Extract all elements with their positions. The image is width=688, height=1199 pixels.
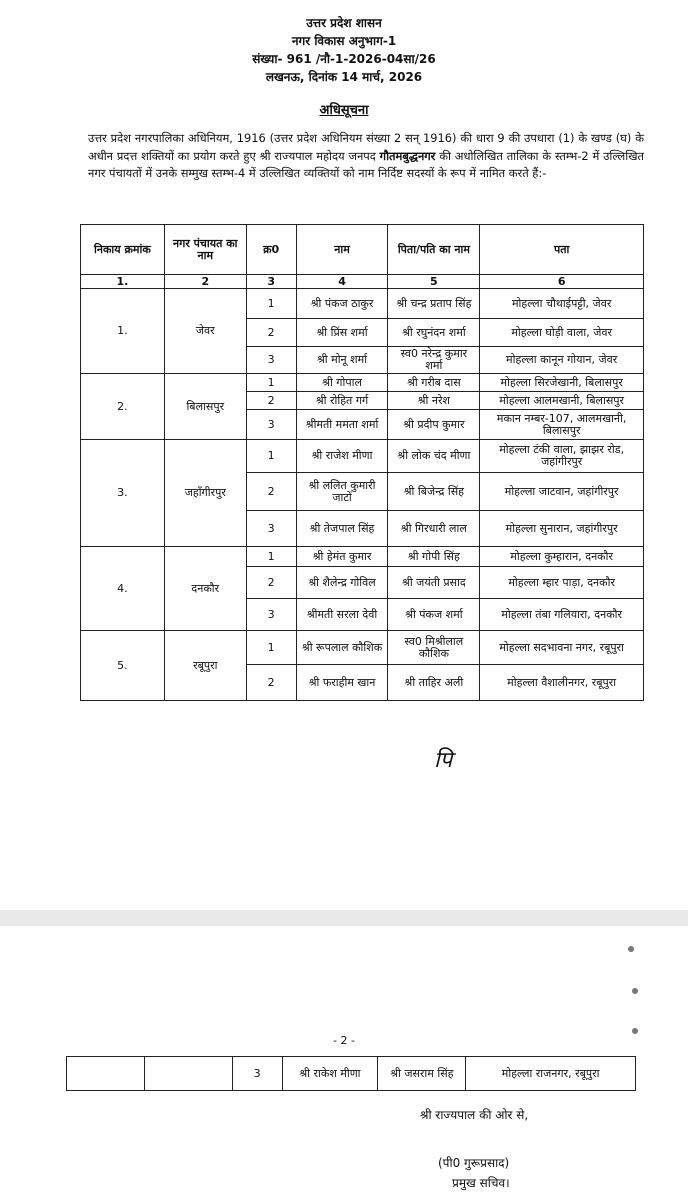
address: मोहल्ला सदभावना नगर, रबूपुरा	[480, 631, 644, 665]
panchayat-name: दनकौर	[164, 547, 246, 631]
member-serial: 2	[246, 567, 296, 599]
column-header: नगर पंचायत का नाम	[164, 225, 246, 275]
intro-district: गौतमबुद्धनगर	[379, 148, 436, 163]
cont-sno-cell	[67, 1057, 145, 1091]
scan-dot	[632, 988, 638, 994]
on-behalf-line: श्री राज्यपाल की ओर से,	[420, 1108, 529, 1122]
member-serial: 2	[246, 473, 296, 511]
header-date: लखनऊ, दिनांक 14 मार्च, 2026	[265, 70, 423, 84]
member-serial: 1	[246, 374, 296, 392]
address: मोहल्ला कानून गोयान, जेवर	[480, 347, 644, 374]
cont-serial: 3	[232, 1057, 282, 1091]
member-name: श्री तेजपाल सिंह	[296, 511, 388, 547]
address: मोहल्ला सुनारान, जहांगीरपुर	[480, 511, 644, 547]
father-name: श्री प्रदीप कुमार	[388, 410, 480, 440]
table-row	[81, 289, 644, 319]
member-serial: 3	[246, 511, 296, 547]
page-two	[0, 926, 688, 1199]
body-serial: 2.	[81, 374, 165, 440]
father-name: श्री जयंती प्रसाद	[388, 567, 480, 599]
column-header: क्र0	[246, 225, 296, 275]
column-number: 4	[296, 275, 388, 289]
cont-member-name: श्री राकेश मीणा	[282, 1057, 378, 1091]
address: मोहल्ला टंकी वाला, झाझर रोड, जहांगीरपुर	[480, 440, 644, 473]
member-name: श्री रूपलाल कौशिक	[296, 631, 388, 665]
table-row	[81, 547, 644, 567]
body-serial: 3.	[81, 440, 165, 547]
column-header: पता	[480, 225, 644, 275]
address: मोहल्ला जाटवान, जहांगीरपुर	[480, 473, 644, 511]
column-number: 2	[164, 275, 246, 289]
member-name: श्री गोपाल	[296, 374, 388, 392]
signatory-name: (पी0 गुरूप्रसाद)	[438, 1156, 510, 1170]
body-serial: 4.	[81, 547, 165, 631]
header-department: नगर विकास अनुभाग-1	[291, 34, 397, 48]
cont-panchayat-cell	[144, 1057, 232, 1091]
member-serial: 1	[246, 631, 296, 665]
column-header: पिता/पति का नाम	[388, 225, 480, 275]
member-name: श्री हेमंत कुमार	[296, 547, 388, 567]
member-name: श्री मोनू शर्मा	[296, 347, 388, 374]
member-name: श्री फराहीम खान	[296, 665, 388, 701]
member-serial: 3	[246, 410, 296, 440]
address: मोहल्ला वैशालीनगर, रबूपुरा	[480, 665, 644, 701]
intro-part1: उत्तर प्रदेश नगरपालिका अधिनियम, 1916 (उत्तर प्रदेश अधिनियम संख्या 2 सन् 1916) की धारा 9 की उपधारा (1) के खण्ड (घ) के अधीन प्रदत्त शक्तियों का प्रयोग करते हुए श्री राज्यपाल महोदय जनपद	[88, 131, 644, 163]
member-serial: 3	[246, 347, 296, 374]
father-name: स्व0 नरेन्द्र कुमार शर्मा	[388, 347, 480, 374]
father-name: श्री रघुनंदन शर्मा	[388, 319, 480, 347]
member-name: श्री रोहित गर्ग	[296, 392, 388, 410]
panchayat-name: जहाँगीरपुर	[164, 440, 246, 547]
member-serial: 1	[246, 547, 296, 567]
father-name: श्री लोक चंद मीणा	[388, 440, 480, 473]
address: मोहल्ला सिरजेखानी, बिलासपुर	[480, 374, 644, 392]
member-name: श्री पंकज ठाकुर	[296, 289, 388, 319]
column-header: नाम	[296, 225, 388, 275]
member-name: श्री ललित कुमारी जाटों	[296, 473, 388, 511]
address: मकान नम्बर-107, आलमखानी, बिलासपुर	[480, 410, 644, 440]
continuation-table	[66, 1056, 636, 1091]
address: मोहल्ला आलमखानी, बिलासपुर	[480, 392, 644, 410]
member-serial: 3	[246, 599, 296, 631]
body-serial: 5.	[81, 631, 165, 701]
father-name: श्री गोपी सिंह	[388, 547, 480, 567]
member-name: श्रीमती सरला देवी	[296, 599, 388, 631]
panchayat-name: बिलासपुर	[164, 374, 246, 440]
column-number: 6	[480, 275, 644, 289]
father-name: स्व0 मिश्रीलाल कौशिक	[388, 631, 480, 665]
cont-address: मोहल्ला राजनगर, रबूपुरा	[466, 1057, 636, 1091]
father-name: श्री बिजेन्द्र सिंह	[388, 473, 480, 511]
column-number: 3	[246, 275, 296, 289]
member-serial: 1	[246, 289, 296, 319]
header-government: उत्तर प्रदेश शासन	[306, 16, 382, 30]
member-serial: 2	[246, 392, 296, 410]
member-serial: 2	[246, 665, 296, 701]
table-row	[81, 374, 644, 392]
page-number: - 2 -	[333, 1034, 355, 1047]
column-number: 1.	[81, 275, 165, 289]
member-name: श्री राजेश मीणा	[296, 440, 388, 473]
member-serial: 1	[246, 440, 296, 473]
address: मोहल्ला घोड़ी वाला, जेवर	[480, 319, 644, 347]
initials-mark: पि	[434, 748, 453, 773]
column-header: निकाय क्रमांक	[81, 225, 165, 275]
signatory-designation: प्रमुख सचिव।	[452, 1176, 510, 1190]
member-name: श्रीमती ममता शर्मा	[296, 410, 388, 440]
intro-part2: की अधोलिखित तालिका के स्तम्भ-2 में उल्लिखित नगर पंचायतों में उनके सम्मुख स्तम्भ-4 में उल्लिखित व्यक्तियों को नाम निर्दिष्ट सदस्यों के रूप में नामित करते हैं:-	[88, 148, 644, 180]
father-name: श्री ताहिर अली	[388, 665, 480, 701]
member-name: श्री शैलेन्द्र गोविल	[296, 567, 388, 599]
notification-title: अधिसूचना	[319, 103, 369, 118]
member-serial: 2	[246, 319, 296, 347]
address: मोहल्ला म्हार पाड़ा, दनकौर	[480, 567, 644, 599]
panchayat-name: रबूपुरा	[164, 631, 246, 701]
father-name: श्री नरेश	[388, 392, 480, 410]
father-name: श्री गिरधारी लाल	[388, 511, 480, 547]
column-number: 5	[388, 275, 480, 289]
father-name: श्री पंकज शर्मा	[388, 599, 480, 631]
nomination-table	[80, 224, 644, 701]
body-serial: 1.	[81, 289, 165, 374]
table-row	[81, 440, 644, 473]
address: मोहल्ला तंबा गलियारा, दनकौर	[480, 599, 644, 631]
panchayat-name: जेवर	[164, 289, 246, 374]
cont-father-name: श्री जसराम सिंह	[378, 1057, 466, 1091]
member-name: श्री प्रिंस शर्मा	[296, 319, 388, 347]
father-name: श्री चन्द्र प्रताप सिंह	[388, 289, 480, 319]
address: मोहल्ला चौथाईपट्टी, जेवर	[480, 289, 644, 319]
father-name: श्री गरीब दास	[388, 374, 480, 392]
intro-paragraph	[88, 130, 644, 183]
header-number: संख्या- 961 /नौ-1-2026-04सा/26	[252, 52, 436, 66]
scan-dot	[628, 946, 634, 952]
address: मोहल्ला कुम्हारान, दनकौर	[480, 547, 644, 567]
table-row	[81, 631, 644, 665]
